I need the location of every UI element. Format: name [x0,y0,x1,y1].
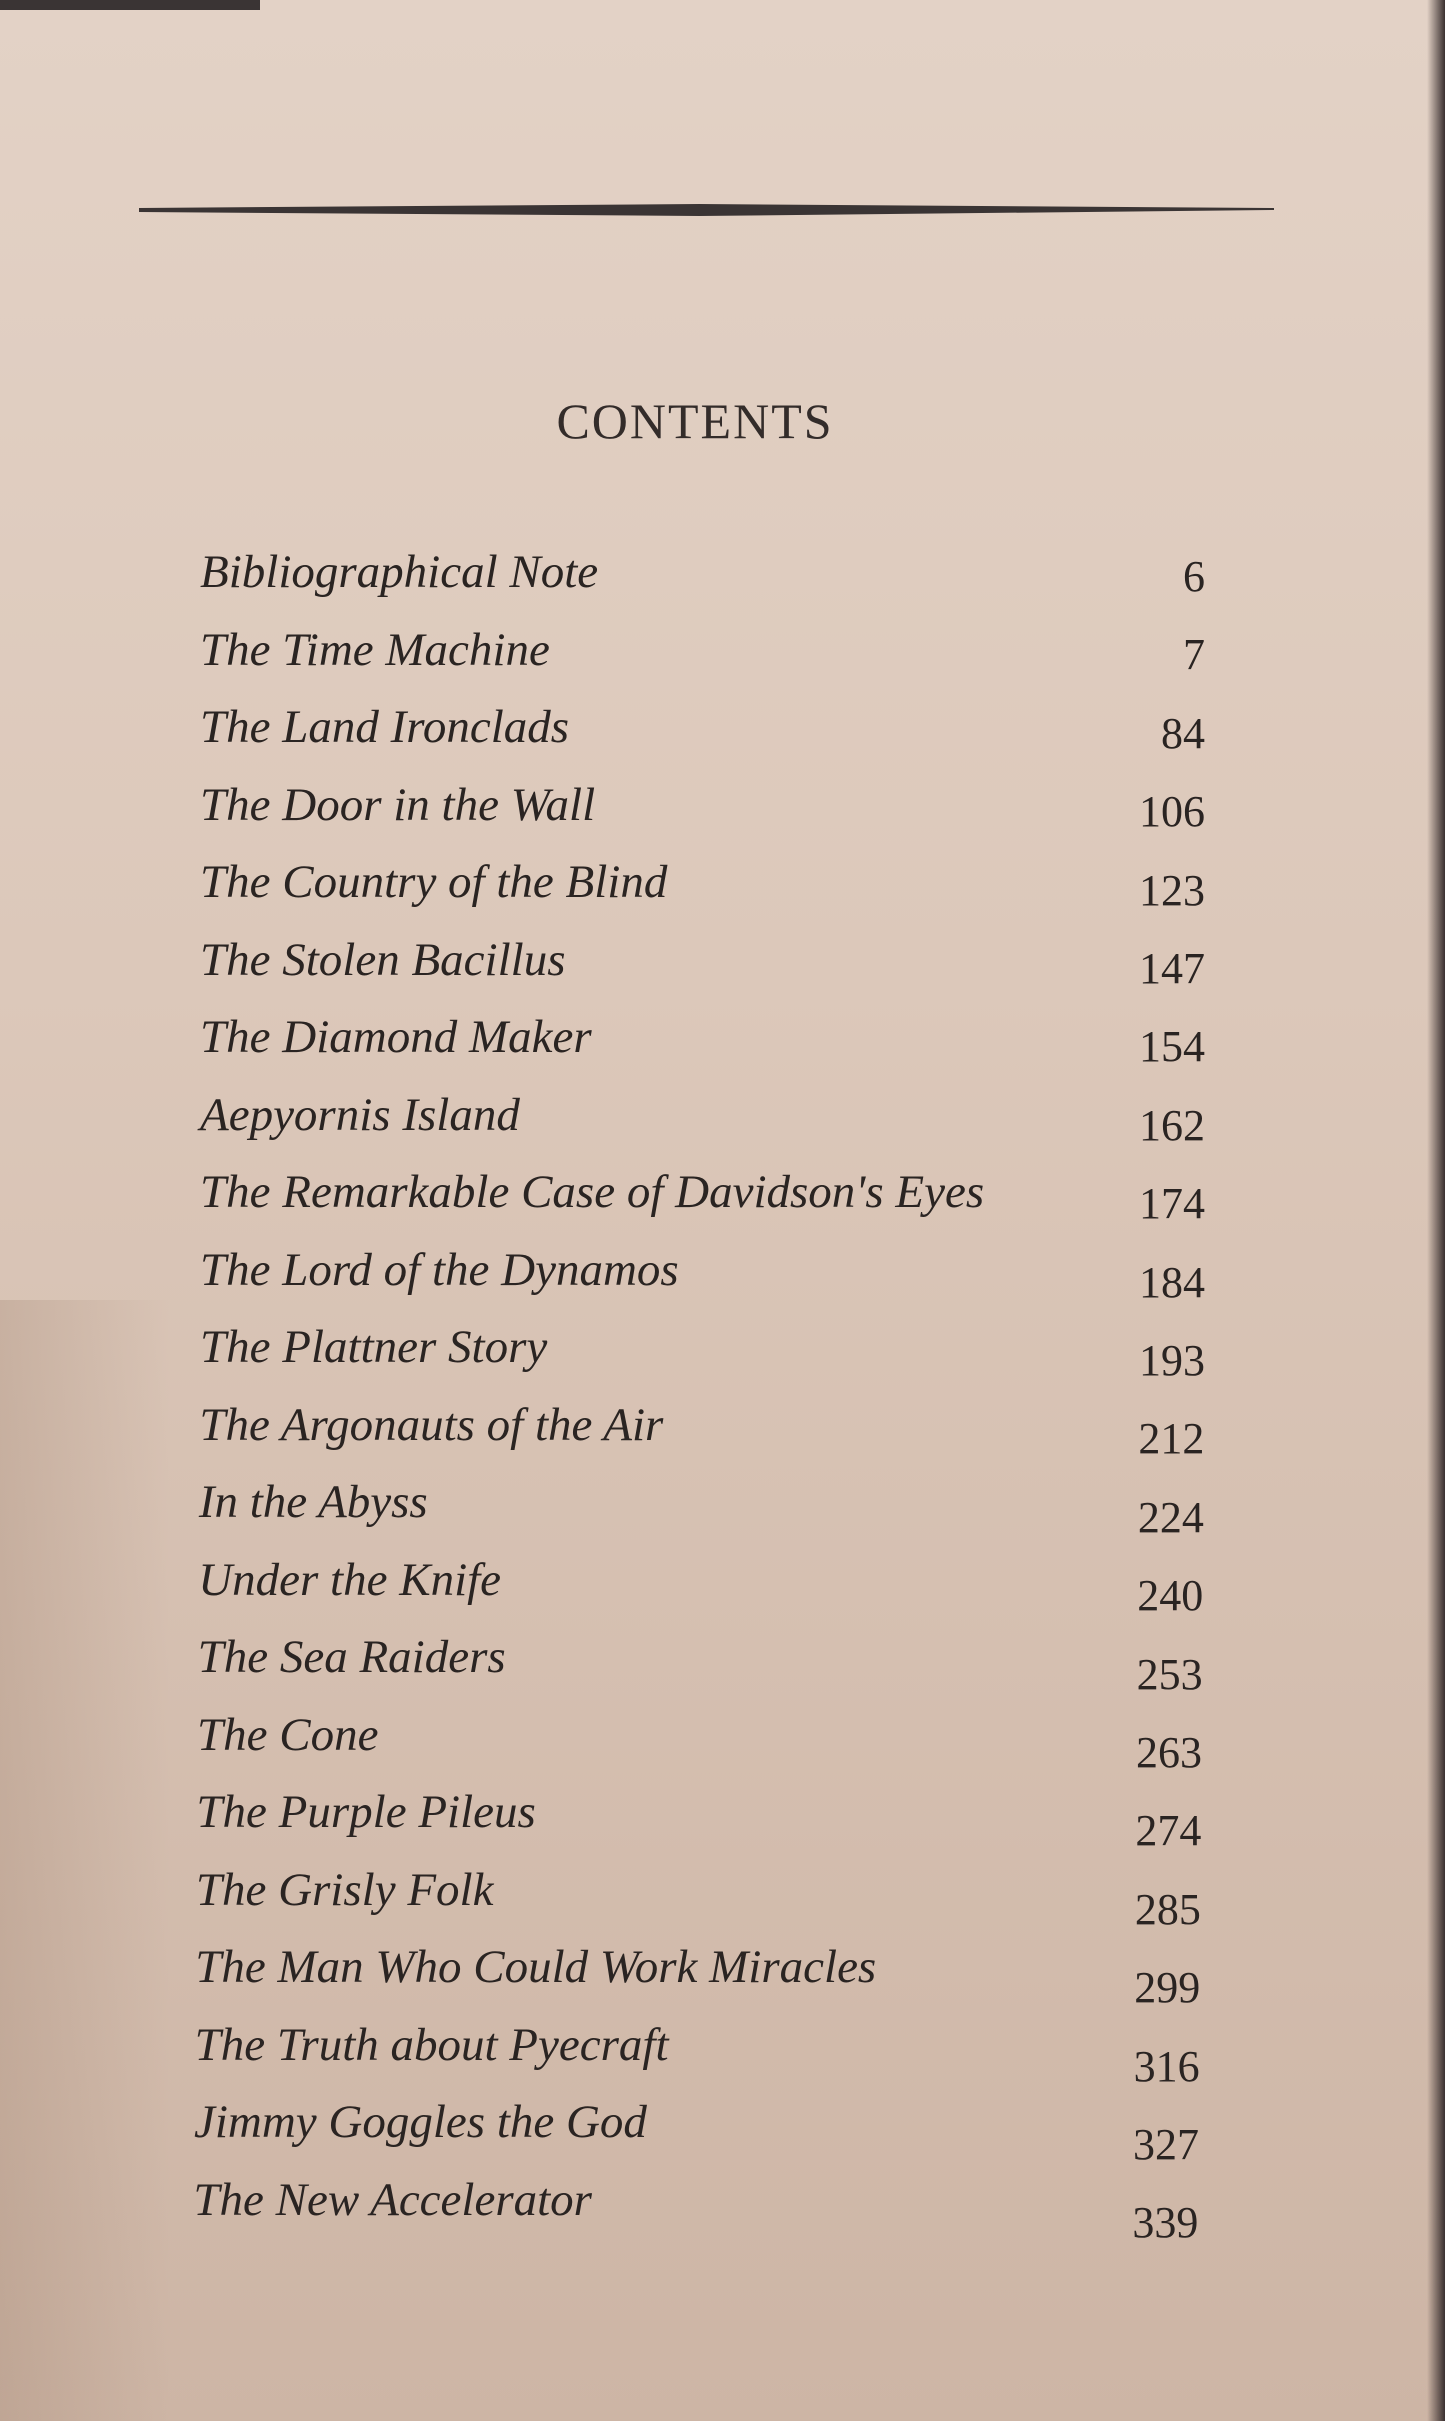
toc-entry [197,1708,1202,1786]
entry-page-number: 154 [1139,1022,1205,1072]
entry-title: The Time Machine [200,623,550,676]
entry-title: Jimmy Goggles the God [194,2096,647,2148]
entry-title: The Man Who Could Work Miracles [195,1941,877,1993]
page-edge [1427,0,1445,2421]
entry-page-number: 184 [1139,1257,1205,1307]
entry-page-number: 274 [1135,1806,1202,1856]
toc-entry [200,545,1205,623]
entry-title: The Truth about Pyecraft [194,2018,669,2071]
entry-title: The Plattner Story [200,1321,548,1373]
entry-title: The Country of the Blind [200,856,668,908]
toc-entry [200,1010,1205,1088]
entry-title: The Sea Raiders [197,1631,506,1683]
toc-entry [200,1243,1205,1321]
entry-title: In the Abyss [198,1476,428,1528]
entry-title: The Cone [197,1708,379,1761]
toc-entry [196,1863,1201,1941]
toc-entry [200,855,1205,933]
entry-title: The New Accelerator [193,2173,592,2226]
entry-page-number: 193 [1139,1336,1205,1385]
toc-entry [194,2095,1199,2173]
entry-page-number: 174 [1139,1179,1205,1229]
entry-page-number: 162 [1139,1100,1205,1150]
toc-entry [195,2018,1200,2096]
toc-entry [200,933,1205,1011]
toc-entry [200,700,1205,778]
entry-title: The Argonauts of the Air [199,1398,664,1451]
book-edge [0,0,260,10]
entry-page-number: 7 [1183,630,1205,680]
entry-title: The Remarkable Case of Davidson's Eyes [200,1166,985,1218]
entry-title: The Grisly Folk [195,1863,494,1916]
entry-title: The Lord of the Dynamos [200,1243,679,1296]
entry-page-number: 212 [1138,1414,1205,1464]
toc-entry [198,1630,1203,1708]
entry-title: The Door in the Wall [200,778,596,831]
entry-title: Under the Knife [198,1553,502,1606]
toc-entry [200,1165,1205,1243]
entry-page-number: 316 [1133,2041,1200,2091]
toc-entry [193,2173,1198,2251]
toc-entry [200,1088,1205,1166]
entry-page-number: 6 [1183,552,1205,601]
entry-title: The Land Ironclads [200,701,570,753]
table-of-contents [193,545,1205,2250]
entry-page-number: 263 [1136,1728,1202,1777]
toc-entry [195,1940,1200,2018]
toc-entry [198,1553,1203,1631]
toc-entry [196,1785,1201,1863]
entry-page-number: 299 [1134,1963,1201,2013]
entry-page-number: 84 [1161,708,1205,758]
entry-title: Bibliographical Note [200,546,599,598]
decorative-rule [139,203,1274,217]
toc-entry [200,778,1205,856]
toc-entry [200,623,1205,701]
entry-title: The Stolen Bacillus [200,933,566,986]
entry-page-number: 339 [1132,2198,1199,2248]
contents-heading: CONTENTS [556,393,834,449]
toc-entry [200,1320,1205,1398]
entry-title: Aepyornis Island [200,1088,520,1141]
entry-page-number: 106 [1139,787,1205,837]
entry-page-number: 285 [1134,1884,1201,1934]
entry-page-number: 253 [1136,1649,1203,1699]
entry-page-number: 240 [1137,1571,1204,1621]
toc-entry [199,1398,1204,1476]
entry-title: The Diamond Maker [200,1011,592,1063]
entry-title: The Purple Pileus [196,1786,536,1838]
entry-page-number: 123 [1139,865,1205,915]
entry-page-number: 224 [1137,1492,1204,1542]
entry-page-number: 147 [1139,944,1205,993]
page-shadow [0,1300,170,2421]
entry-page-number: 327 [1133,2120,1199,2169]
toc-entry [199,1475,1204,1553]
